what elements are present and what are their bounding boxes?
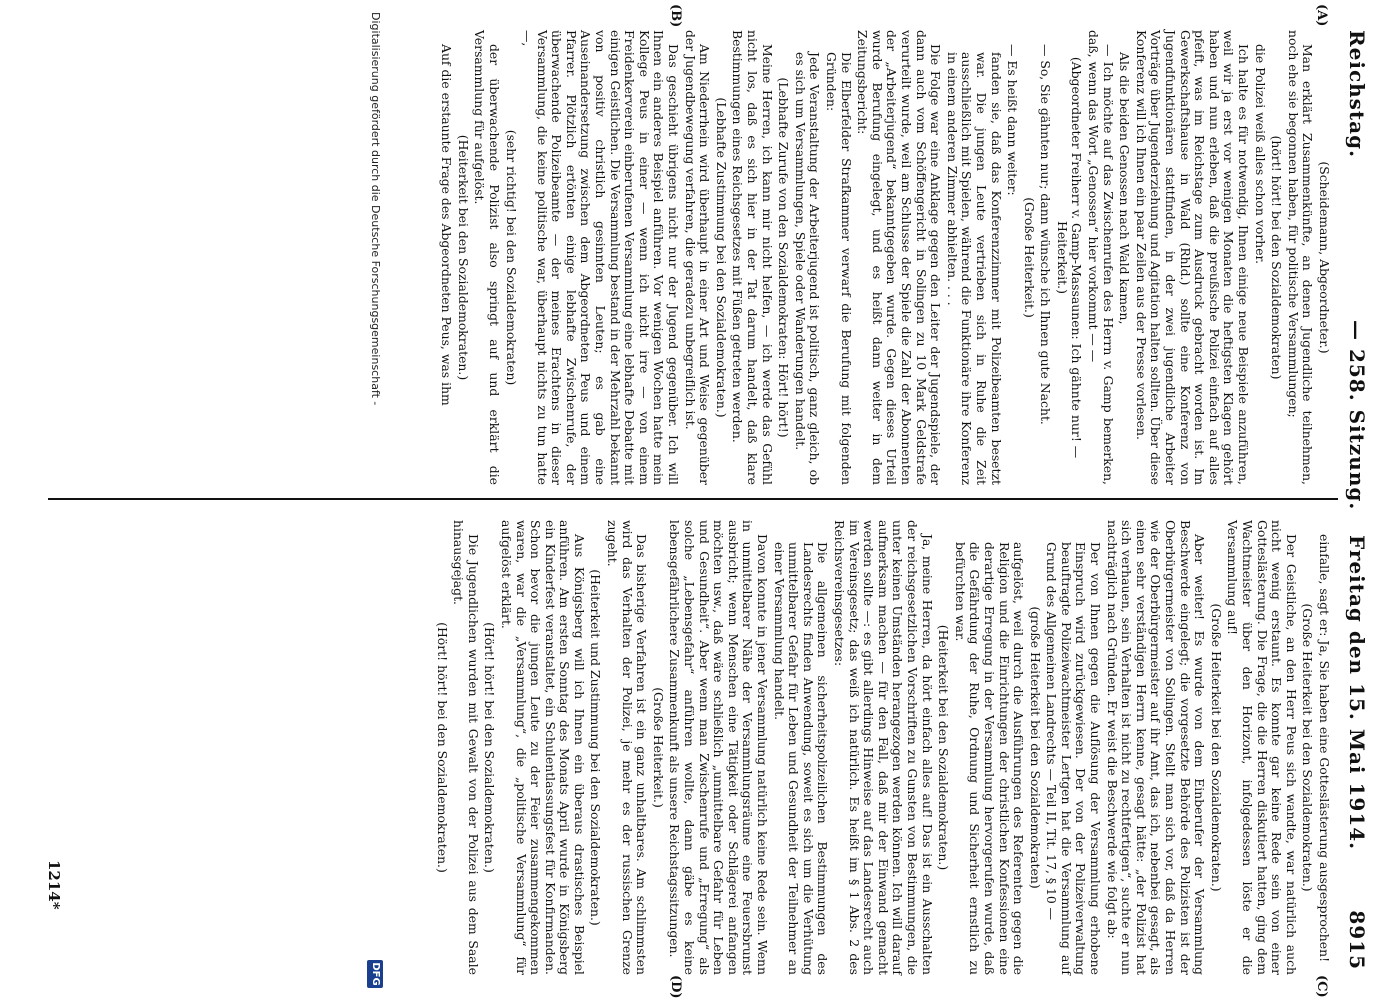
footer-page-number: 1214*: [45, 860, 63, 910]
page-header: [1335, 20, 1375, 980]
paragraph: Auf die erstaunte Frage des Abgeordneten Peus, was ihm: [439, 44, 455, 406]
paragraph: Aber weiter! Es wurde von dem Einberufer der Versammlung Beschwerde eingelegt; die vorgesetzte Behörde des Polizisten ist der Oberbürgermeister von Solingen. Stellt man sich vor, daß da Herren wie der Oberbürgermeister auf ihr Amt, das ich, nebenbei gesagt, als einen sehr verständigen Herrn kenne, gesagt hätte: „der Polizist hat sich verhauen, sein Verhalten ist nicht zu rechtfertigen“, suchte er nun nachträglich nach Gründen. Er weist die Beschwerde wie folgt ab:: [1104, 520, 1208, 975]
left-column: [437, 30, 1331, 485]
digitization-note: [365, 0, 383, 1000]
paragraph: fanden sie, daß das Konferenzzimmer mit Polizeibeamten besetzt war. Die jungen Leute vertrieben sich in Ruhe die Zeit ausschließlich mit Spielen, während die Funktionäre ihre Konferenz in einem anderen Zimmer abhielten. . . .: [944, 52, 1004, 485]
paragraph: (Hört! hört! bei den Sozialdemokraten.): [434, 622, 450, 873]
paragraph: (Große Heiterkeit bei den Sozialdemokraten.): [1300, 603, 1316, 892]
paragraph: Die allgemeinen sicherheitspolizeilichen Bestimmungen des Landesrechts finden Anwendung, soweit es sich um die Verhütung unmittelbarer Gefahr für Leben und Gesundheit der Teilnehmer an einer Versammlung handelt.: [771, 542, 831, 975]
margin-marker-a: (A): [1314, 4, 1329, 27]
paragraph: einfalle, sagt er: Ja, Sie haben eine Gotteslästerung ausgesprochen!: [1317, 534, 1332, 963]
paragraph: Die Folge war eine Anklage gegen den Leiter der Jugendspiele, der dann auch vom Schöffengericht in Solingen zu 10 Mark Geldstrafe verurteilt wurde, weil am Schlusse der Spiele die Zahl der Abonnenten der „Arbeiterjugend“ bekanntgegeben wurde. Gegen dieses Urteil wurde Berufung eingelegt, und es heißt dann weiter in dem Zeitungsbericht:: [855, 30, 944, 485]
paragraph: Das geschieht übrigens nicht nur der Jugend gegenüber. Ich will Ihnen ein anderes Beispiel anführen. Vor wenigen Wochen hatte mein Kollege Peus in einer — wenn ich nicht irre — von einem Freidenkerverein einberufenen Versammlung eine lebhafte Debatte mit einigen Geistlichen. Die Versammlung bestand in der Mehrzahl bekannt von positiv christlich gesinnten Leuten; es gab eine Auseinandersetzung zwischen dem Abgeordneten Peus und einem Pfarrer. Plötzlich ertönten einige lebhafte Zwischenrufe, der überwachende Polizeibeamte — der meines Erachtens in dieser Versammlung, die keine politische war, überhaupt nichts zu tun hatte —,: [520, 30, 682, 485]
dfg-logo: DFG: [367, 960, 383, 988]
paragraph: Ja, meine Herren, da hört einfach alles auf! Das ist ein Ausschalten der reichsgesetzlichen Vorschriften zu Gunsten von Bestimmungen, die unter keinen Umständen herangezogen werden können. Ich will darauf aufmerksam machen — für den Fall, daß mir der Einwand gemacht werden sollte —: es gibt allerdings Hinweise auf das Landesrecht auch im Vereinsgesetz; das weiß ich natürlich. Es heißt im § 1 Abs. 2 des Reichsvereinsgesetzes:: [832, 520, 935, 975]
paragraph: (Abgeordneter Freiherr v. Gamp-Massaunen: Ich gähnte nur! — Heiterkeit.): [1054, 56, 1085, 459]
paragraph: Als die beiden Genossen nach Wald kamen,: [1117, 52, 1133, 325]
paragraph: (Hört! hört! bei den Sozialdemokraten.): [482, 622, 498, 873]
header-session: — 258. Sitzung.: [1345, 320, 1369, 511]
paragraph: Das bisherige Verfahren ist ein ganz unhaltbares. Am schlimmsten wird das Verhalten der Polizei, je mehr es der russischen Grenze zugeht.: [605, 520, 650, 975]
paragraph: — So, Sie gähnten nur; dann wünsche ich Ihnen gute Nacht.: [1038, 44, 1054, 425]
header-date: Freitag den 15. Mai 1914.: [1345, 535, 1369, 851]
right-column: [432, 520, 1331, 975]
paragraph: (Heiterkeit bei den Sozialdemokraten.): [936, 624, 952, 871]
paragraph: Die Jugendlichen wurden mit Gewalt von der Polizei aus dem Saale hinausgejagt.: [451, 520, 481, 975]
paragraph: (Heiterkeit bei den Sozialdemokraten.): [455, 134, 471, 381]
margin-marker-d: (D): [668, 975, 683, 999]
paragraph: (Lebhafte Zurufe von den Sozialdemokraten: Hört! hört!): [776, 77, 792, 438]
paragraph: (große Heiterkeit bei den Sozialdemokraten): [1027, 606, 1043, 889]
column-divider: [48, 498, 1338, 500]
paragraph: (Große Heiterkeit bei den Sozialdemokraten.): [1208, 603, 1224, 892]
paragraph: Die Elberfelder Strafkammer verwarf die Berufung mit folgenden Gründen:: [824, 52, 854, 485]
paragraph: der überwachende Polizist also springt auf und erklärt die Versammlung für aufgelöst.: [472, 30, 502, 485]
paragraph: Der von Ihnen gegen die Auflösung der Versammlung erhobene Einspruch wird zurückgewiesen. Der von der Polizeiverwaltung beauftragte Polizeiwachtmeister Lertgen hat die Versammlung auf Grund des Allgemeinen Landrechts — Teil II, Tit. 17, § 10 —: [1044, 542, 1104, 975]
paragraph: (Heiterkeit und Zustimmung bei den Sozialdemokraten.): [588, 569, 604, 926]
paragraph: (Große Heiterkeit.): [1021, 197, 1037, 318]
paragraph: (hört! hört! bei den Sozialdemokraten): [1269, 135, 1285, 380]
paragraph: (sehr richtig! bei den Sozialdemokraten): [503, 129, 519, 386]
paragraph: Man erklärt Zusammenkünfte, an denen Jugendliche teilnehmen, noch ehe sie begonnen haben, für politische Versammlungen;: [1285, 30, 1316, 485]
paragraph: — Ich möchte auf das Zwischenrufen des Herrn v. Gamp bemerken, daß, wenn das Wort „Genossen“ hier vorkommt — —: [1086, 30, 1116, 485]
paragraph: die Polizei weiß alles schon vorher.: [1252, 44, 1268, 265]
paragraph: Jede Veranstaltung der Arbeiterjugend ist politisch, ganz gleich, ob es sich um Versammlungen, Spiele oder Wanderungen handelt.: [792, 52, 823, 485]
paragraph: Am Niederrhein wird überhaupt in einer Art und Weise gegenüber der Jugendbewegung verfahren, die geradezu unbegreiflich ist.: [682, 30, 713, 485]
paragraph: (Große Heiterkeit.): [650, 687, 666, 808]
margin-marker-b: (B): [668, 4, 683, 28]
header-page-number: 8915: [1345, 910, 1369, 970]
paragraph: Aus Königsberg will ich Ihnen ein überaus drastisches Beispiel anführen. Am ersten Sonntag des Monats April wurde in Königsberg ein Kinderfest veranstaltet, ein Schulentlassungsfest für Konfirmanden. Schon bevor die jungen Leute zu der Feier zusammengekommen waren, war die „Versammlung“, die „politische Versammlung“ für aufgelöst erklärt.: [498, 520, 587, 975]
digitization-text: Digitalisierung gefördert durch die Deutsche Forschungsgemeinschaft -: [369, 12, 382, 406]
paragraph: Der Geistliche, an den Herr Peus sich wandte, war natürlich auch nicht wenig erstaunt. Es konnte gar keine Rede sein von einer Gotteslästerung. Die Frage, die die Herren diskutiert hatten, ging dem Wachtmeister über den Horizont, infolgedessen löste er die Versammlung auf!: [1225, 520, 1299, 975]
header-title: Reichstag.: [1345, 30, 1369, 159]
margin-marker-c: (C): [1314, 975, 1329, 998]
paragraph: (Scheidemann, Abgeordneter.): [1317, 161, 1332, 354]
paragraph: — Es heißt dann weiter:: [1005, 44, 1021, 196]
paragraph: aufgelöst, weil durch die Ausführungen des Referenten gegen die Religion und die Einrichtungen der christlichen Konfessionen eine derartige Erregung in der Versammlung hervorgerufen wurde, daß die Gefährdung der Ruhe, Ordnung und Sicherheit ernstlich zu befürchten war.: [952, 542, 1027, 975]
paragraph: (Lebhafte Zustimmung bei den Sozialdemokraten.): [713, 97, 729, 418]
paragraph: Davon konnte in jener Versammlung natürlich keine Rede sein. Wenn in unmittelbarer Nähe der Versammlungsräume eine Feuersbrunst ausbricht; wenn Menschen eine Tätigkeit oder Schlägerei anfangen möchten usw., daß wäre schließlich „unmittelbare Gefahr für Leben und Gesundheit“. Aber wenn man Zwischenrufe und „Erregung“ als solche „Lebensgefahr“ anführen wollte, dann gäbe es keine lebensgefährlichere Zusammenkunft als unsere Reichstagssitzungen.: [667, 520, 771, 975]
paragraph: Meine Herren, ich kann mir nicht helfen, — ich werde das Gefühl nicht los, daß es sich hier in der Tat darum handelt, daß klare Bestimmungen eines Reichsgesetzes mit Füßen getreten werden.: [730, 30, 775, 485]
paragraph: Ich halte es für notwendig, Ihnen einige neue Beispiele anzuführen, weil wir ja erst vor wenigen Monaten die heftigsten Klagen gehört haben und nun erleben, daß die preußische Polizei einfach auf alles pfeift, was im Reichstage zum Ausdruck gebracht worden ist. Im Gewerkschaftshause in Wald (Rhld.) sollte eine Konferenz von Jugendfunktionären stattfinden, in der zwei jugendliche Arbeiter Vorträge über Jugenderziehung und Agitation halten sollten. Über diese Konferenz will ich Ihnen ein paar Zeilen aus der Presse vorlesen.: [1133, 30, 1252, 485]
